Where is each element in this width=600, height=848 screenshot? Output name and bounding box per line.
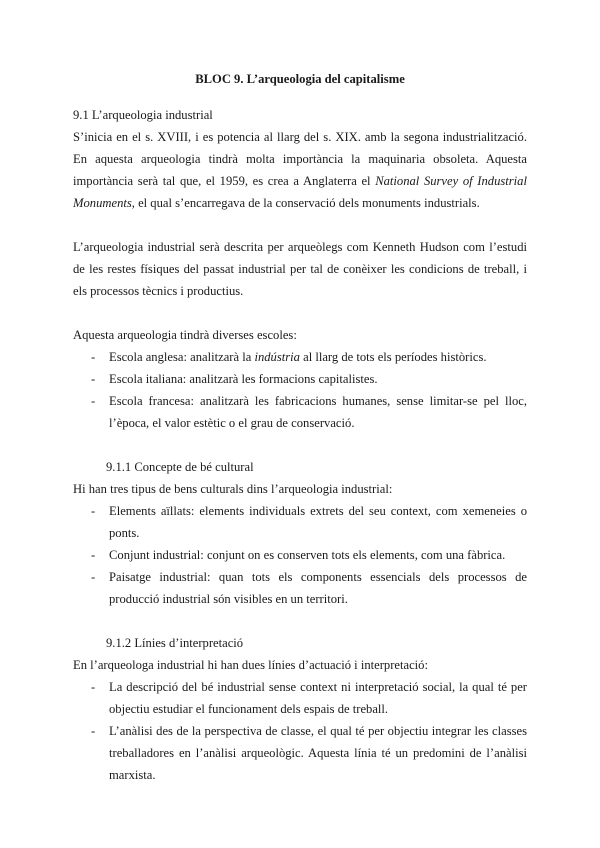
spacer: [73, 434, 527, 456]
heritage-item-text: Paisatge industrial: quan tots els components essencials dels processos de producció industrial són visibles en un territori.: [109, 570, 527, 606]
school-french-text: Escola francesa: analitzarà les fabricacions humanes, sense limitar-se pel lloc, l’època, el valor estètic o el grau de conservació.: [109, 394, 527, 430]
heritage-item-text: Elements aïllats: elements individuals extrets del seu context, com xemeneies o ponts.: [109, 504, 527, 540]
document-page: [73, 68, 527, 786]
paragraph-interpretation-intro: En l’arqueologa industrial hi han dues línies d’actuació i interpretació:: [73, 658, 428, 672]
heritage-item-text: Conjunt industrial: conjunt on es conserven tots els elements, com una fàbrica.: [109, 548, 506, 562]
paragraph-schools-intro: Aquesta arqueologia tindrà diverses escoles:: [73, 328, 297, 342]
list-dash: -: [91, 504, 96, 518]
schools-list: [91, 346, 527, 434]
school-english-text: Escola anglesa: analitzarà la: [109, 350, 255, 364]
list-dash: -: [91, 394, 96, 408]
document-title: BLOC 9. L’arqueologia del capitalisme: [195, 72, 405, 86]
list-item: [91, 720, 527, 786]
paragraph-origins-end: , el qual s’encarregava de la conservació dels monuments industrials.: [131, 196, 480, 210]
paragraph-origins: [73, 126, 527, 214]
interpretation-item-text: L’anàlisi des de la perspectiva de classe, el qual té per objectiu integrar les classes treballadores en l’anàlisi arqueològic. Aquesta línia té un predomini de l’anàlisi marxista.: [109, 724, 527, 782]
list-dash: -: [91, 570, 96, 584]
section-heading-9-1-1: 9.1.1 Concepte de bé cultural: [106, 460, 254, 474]
list-dash: -: [91, 724, 96, 738]
school-english-em: indústria: [254, 350, 300, 364]
spacer: [73, 610, 527, 632]
paragraph-definition: L’arqueologia industrial serà descrita per arqueòlegs com Kenneth Hudson com l’estudi de les restes físiques del passat industrial per tal de conèixer les condicions de treball, i els processos tècnics i productius.: [73, 240, 527, 298]
heritage-list: [91, 500, 527, 610]
section-heading-9-1: 9.1 L’arqueologia industrial: [73, 108, 213, 122]
paragraph-origins-text: S’inicia en el s. XVIII, i es potencia al llarg del s. XIX. amb la segona industrialització. En aquesta arqueologia tindrà molta importància la maquinaria obsoleta. Aquesta importància serà tal que, el 1959, es crea a Anglaterra el: [73, 130, 527, 188]
spacer: [73, 214, 527, 236]
section-heading-9-1-2: 9.1.2 Línies d’interpretació: [106, 636, 244, 650]
list-item: [91, 676, 527, 720]
list-item: [91, 544, 527, 566]
interpretation-list: [91, 676, 527, 786]
list-dash: -: [91, 350, 96, 364]
list-dash: -: [91, 548, 96, 562]
paragraph-heritage-intro: Hi han tres tipus de bens culturals dins l’arqueologia industrial:: [73, 482, 393, 496]
list-dash: -: [91, 680, 96, 694]
list-item: [91, 368, 527, 390]
list-item: [91, 566, 527, 610]
survey-title: National Survey of Industrial Monuments: [73, 174, 527, 210]
list-item: [91, 500, 527, 544]
list-item: [91, 346, 527, 368]
interpretation-item-text: La descripció del bé industrial sense context ni interpretació social, la qual té per objectiu estudiar el funcionament dels espais de treball.: [109, 680, 527, 716]
list-dash: -: [91, 372, 96, 386]
school-english-end: al llarg de tots els períodes històrics.: [299, 350, 487, 364]
list-item: [91, 390, 527, 434]
spacer: [73, 302, 527, 324]
school-italian-text: Escola italiana: analitzarà les formacions capitalistes.: [109, 372, 378, 386]
